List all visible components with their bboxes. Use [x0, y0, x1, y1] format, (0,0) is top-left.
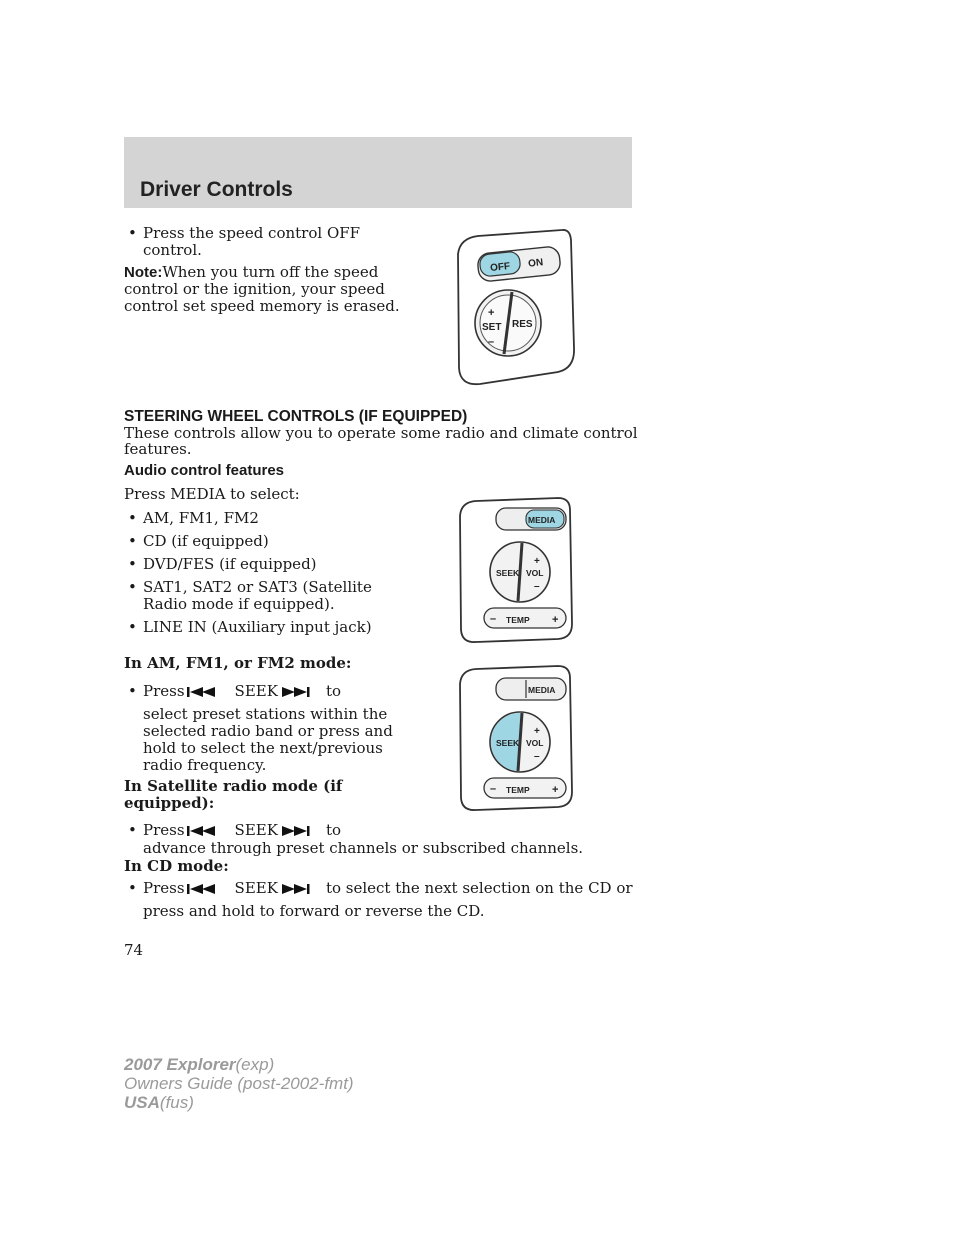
on-label: ON: [527, 257, 544, 270]
svg-text:VOL: VOL: [526, 738, 544, 748]
svg-text:TEMP: TEMP: [506, 785, 530, 795]
am-mode-line5: radio frequency.: [143, 756, 267, 774]
svg-text:MEDIA: MEDIA: [528, 685, 556, 695]
am-mode-line2: select preset stations within the: [143, 705, 388, 723]
steering-intro-line1: These controls allow you to operate some radio and climate control: [124, 424, 638, 442]
speed-note-line1: [124, 264, 378, 281]
svg-text:–: –: [488, 336, 495, 348]
steering-heading: STEERING WHEEL CONTROLS (IF EQUIPPED): [124, 408, 468, 425]
note-label: Note:: [124, 264, 163, 281]
bullet-marker: •: [128, 224, 137, 242]
cd-mode-line1: Press SEEK to select the next selection on the CD or: [143, 879, 633, 897]
speed-off-bullet-cont: control.: [143, 241, 202, 259]
svg-text:+: +: [488, 307, 495, 319]
speed-note-line3: control set speed memory is erased.: [124, 297, 400, 315]
speed-note-line2: control or the ignition, your speed: [124, 280, 385, 298]
sat-mode-heading1: In Satellite radio mode (if: [124, 777, 343, 795]
footer-line3: USA(fus): [124, 1093, 194, 1112]
section-title: Driver Controls: [140, 178, 293, 201]
sat-mode-line1: Press SEEK to: [143, 821, 341, 839]
page-number: 74: [124, 941, 144, 959]
temp-label: TEMP: [506, 615, 530, 625]
speed-control-panel-illustration: [450, 228, 580, 388]
svg-text:–: –: [534, 581, 540, 592]
set-label: SET: [482, 322, 502, 333]
sat-mode-line2: advance through preset channels or subscribed channels.: [143, 839, 584, 857]
seek-forward-icon: [278, 881, 326, 897]
svg-text:+: +: [552, 614, 559, 626]
seek-back-icon: [185, 684, 235, 700]
media-item-1: AM, FM1, FM2: [143, 509, 259, 527]
cd-mode-heading: In CD mode:: [124, 857, 229, 875]
svg-text:+: +: [534, 556, 540, 567]
am-mode-line3: selected radio band or press and: [143, 722, 393, 740]
svg-text:+: +: [552, 784, 559, 796]
seek-label: SEEK: [496, 568, 520, 578]
steering-intro-line2: features.: [124, 440, 192, 458]
audio-panel-seek-illustration: [454, 664, 578, 814]
press-media-text: Press MEDIA to select:: [124, 485, 300, 503]
audio-heading: Audio control features: [124, 462, 285, 479]
section-header-band: [124, 137, 632, 208]
svg-text:–: –: [490, 613, 497, 625]
media-item-3: DVD/FES (if equipped): [143, 555, 317, 573]
speed-off-bullet: Press the speed control OFF: [143, 224, 361, 242]
cd-mode-line2: press and hold to forward or reverse the CD.: [143, 902, 485, 920]
note-text: When you turn off the speed: [162, 263, 379, 281]
seek-back-icon: [185, 823, 235, 839]
svg-text:–: –: [490, 783, 497, 795]
am-mode-heading: In AM, FM1, or FM2 mode:: [124, 654, 352, 672]
off-label: OFF: [489, 260, 511, 275]
seek-back-icon: [185, 881, 235, 897]
audio-panel-media-illustration: [454, 496, 578, 646]
media-item-4: SAT1, SAT2 or SAT3 (Satellite: [143, 578, 372, 596]
media-item-5: LINE IN (Auxiliary input jack): [143, 618, 372, 636]
seek-forward-icon: [278, 823, 326, 839]
am-mode-line1: Press SEEK to: [143, 682, 341, 700]
footer-line2: Owners Guide (post-2002-fmt): [124, 1074, 354, 1093]
svg-text:+: +: [534, 726, 540, 737]
media-item-2: CD (if equipped): [143, 532, 269, 550]
am-mode-line4: hold to select the next/previous: [143, 739, 383, 757]
svg-text:SEEK: SEEK: [496, 738, 520, 748]
res-label: RES: [512, 319, 533, 330]
media-item-4-cont: Radio mode if equipped).: [143, 595, 335, 613]
footer-line1: 2007 Explorer(exp): [124, 1055, 275, 1074]
vol-label: VOL: [526, 568, 544, 578]
svg-text:–: –: [534, 751, 540, 762]
sat-mode-heading2: equipped):: [124, 794, 215, 812]
seek-forward-icon: [278, 684, 326, 700]
media-label: MEDIA: [528, 515, 556, 525]
